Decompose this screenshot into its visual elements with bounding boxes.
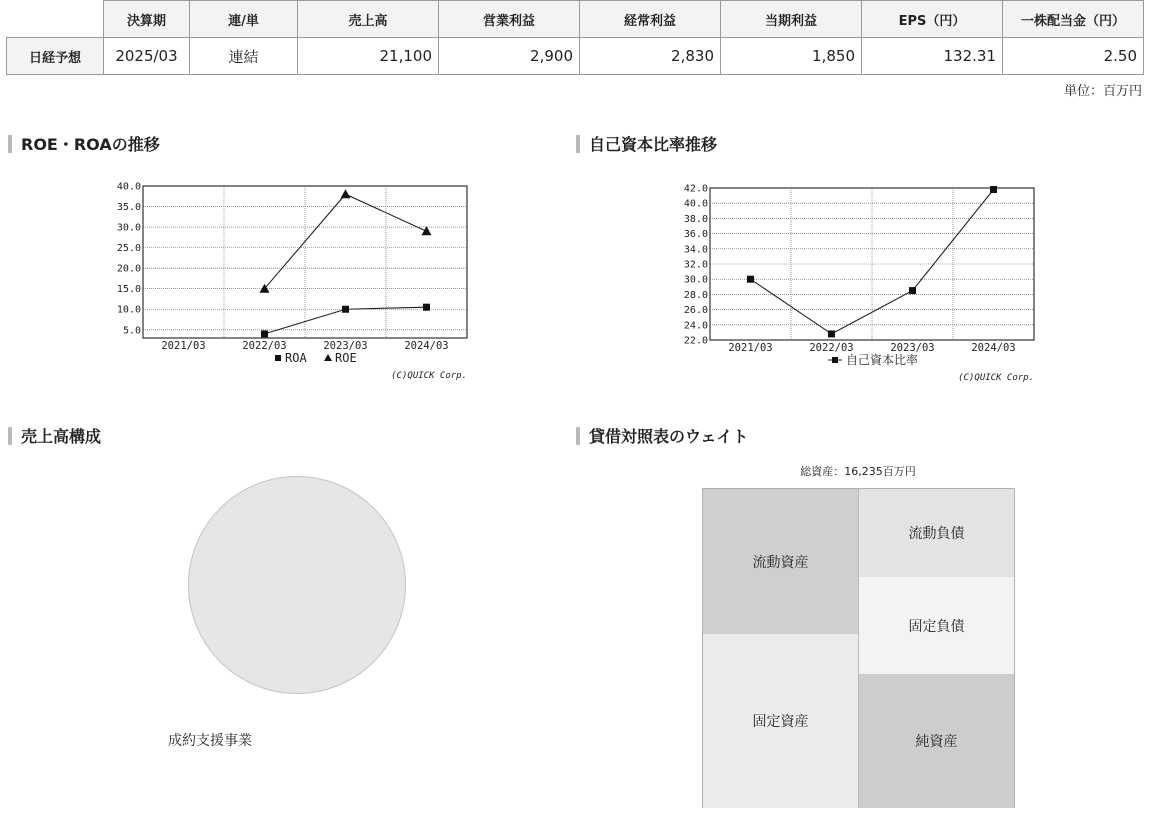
y-tick-label: 10.0: [116, 304, 141, 316]
y-tick-label: 26.0: [683, 305, 708, 317]
cell-period: 2025/03: [104, 38, 190, 75]
header-ordinary-profit: 経常利益: [580, 1, 721, 38]
y-tick-label: 38.0: [683, 213, 708, 225]
forecast-table: [6, 0, 1144, 75]
roe-roa-chart-svg: [105, 178, 475, 390]
current-assets-block: [703, 489, 859, 634]
x-tick-label: 2022/03: [242, 340, 287, 352]
y-tick-label: 22.0: [683, 335, 708, 347]
total-assets-label: 総資産：16,235百万円: [800, 465, 916, 478]
y-tick-label: 34.0: [683, 244, 708, 256]
cell-net-profit: 1,850: [721, 38, 862, 75]
x-tick-label: 2021/03: [161, 340, 206, 352]
sales-pie-slice: [188, 476, 406, 694]
section-marker: [8, 427, 12, 445]
x-tick-label: 2023/03: [890, 342, 935, 354]
data-point-roa: [342, 306, 349, 313]
header-eps: EPS（円）: [862, 1, 1003, 38]
chart-credit: (C)QUICK Corp.: [958, 373, 1034, 383]
data-point-自己資本比率: [909, 287, 916, 294]
current-liabilities-block: [859, 489, 1014, 577]
equity-ratio-chart: [672, 180, 1042, 396]
y-tick-label: 32.0: [683, 259, 708, 271]
x-tick-label: 2024/03: [971, 342, 1016, 354]
header-dividend: 一株配当金（円）: [1003, 1, 1144, 38]
section-title-text: ROE・ROAの推移: [21, 135, 160, 154]
fixed-assets-label: 固定資産: [752, 714, 809, 730]
section-title-sales-composition: [8, 424, 101, 447]
section-marker: [8, 135, 12, 153]
x-tick-label: 2021/03: [728, 342, 773, 354]
y-tick-label: 30.0: [683, 274, 708, 286]
y-tick-label: 5.0: [122, 325, 141, 337]
legend-label: ROE: [335, 351, 357, 365]
current-liabilities-label: 流動負債: [908, 526, 965, 542]
legend-label: 自己資本比率: [846, 353, 919, 367]
sales-segment-label: 成約支援事業: [168, 733, 252, 749]
balance-sheet-chart: [702, 488, 1015, 808]
y-tick-label: 35.0: [116, 202, 141, 214]
row-label: 日経予想: [7, 38, 104, 75]
net-assets-label: 純資産: [915, 734, 958, 750]
current-assets-label: 流動資産: [752, 554, 809, 571]
y-tick-label: 25.0: [116, 243, 141, 255]
data-point-自己資本比率: [828, 330, 835, 337]
x-tick-label: 2023/03: [323, 340, 368, 352]
section-title-roe-roa: [8, 132, 160, 155]
legend-label: ROA: [285, 351, 307, 365]
forecast-header-row: [7, 1, 1144, 38]
data-point-roa: [423, 304, 430, 311]
header-operating-profit: 営業利益: [439, 1, 580, 38]
legend-marker-triangle: [324, 354, 332, 361]
y-tick-label: 40.0: [683, 198, 708, 210]
cell-operating-profit: 2,900: [439, 38, 580, 75]
section-title-text: 貸借対照表のウェイト: [589, 427, 749, 446]
y-tick-label: 15.0: [116, 284, 141, 296]
x-tick-label: 2022/03: [809, 342, 854, 354]
chart-credit: (C)QUICK Corp.: [391, 371, 467, 381]
legend-marker-square: [832, 357, 838, 363]
fixed-assets-block: [703, 634, 859, 808]
unit-note: 単位：百万円: [1063, 84, 1142, 99]
y-tick-label: 24.0: [683, 320, 708, 332]
cell-eps: 132.31: [862, 38, 1003, 75]
data-point-自己資本比率: [990, 186, 997, 193]
cell-sales: 21,100: [298, 38, 439, 75]
section-title-text: 自己資本比率推移: [589, 135, 718, 154]
section-marker: [576, 135, 580, 153]
fixed-liabilities-block: [859, 577, 1014, 674]
cell-ordinary-profit: 2,830: [580, 38, 721, 75]
data-point-自己資本比率: [747, 276, 754, 283]
roe-roa-chart: [105, 178, 475, 394]
header-period: 決算期: [104, 1, 190, 38]
header-sales: 売上高: [298, 1, 439, 38]
header-consolidated: 連/単: [190, 1, 298, 38]
legend-marker-square: [275, 355, 281, 361]
section-title-equity-ratio: [576, 132, 717, 155]
y-tick-label: 42.0: [683, 183, 708, 195]
y-tick-label: 20.0: [116, 263, 141, 275]
cell-dividend: 2.50: [1003, 38, 1144, 75]
data-point-roa: [261, 330, 268, 337]
section-title-balance-sheet: [576, 424, 748, 447]
x-tick-label: 2024/03: [404, 340, 449, 352]
cell-consolidated: 連結: [190, 38, 298, 75]
y-tick-label: 30.0: [116, 222, 141, 234]
header-net-profit: 当期利益: [721, 1, 862, 38]
net-assets-block: [859, 674, 1014, 808]
y-tick-label: 28.0: [683, 289, 708, 301]
equity-ratio-chart-svg: [672, 180, 1042, 392]
forecast-row: [7, 38, 1144, 75]
section-marker: [576, 427, 580, 445]
header-empty: [7, 1, 104, 38]
section-title-text: 売上高構成: [21, 427, 102, 446]
y-tick-label: 36.0: [683, 229, 708, 241]
y-tick-label: 40.0: [116, 181, 141, 193]
fixed-liabilities-label: 固定負債: [908, 618, 965, 635]
